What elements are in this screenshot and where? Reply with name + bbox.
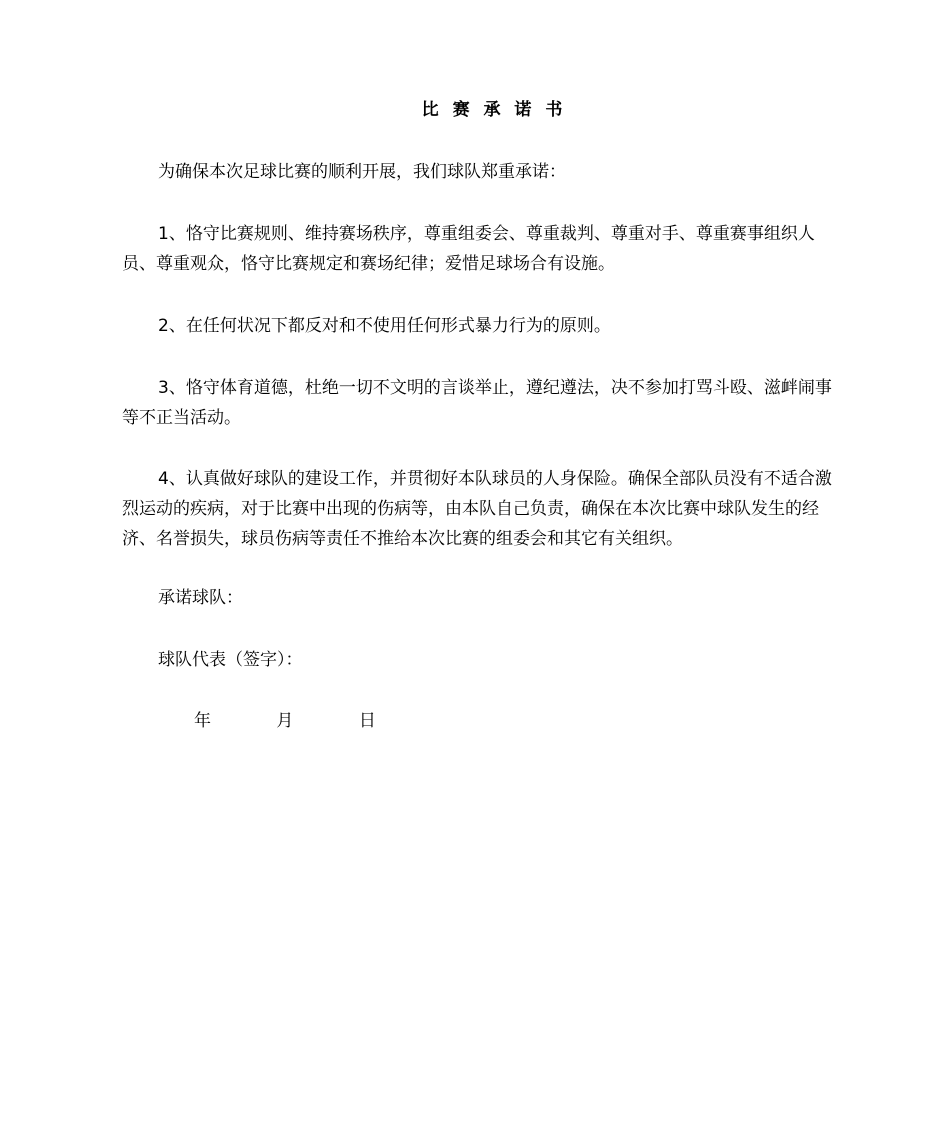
document-title: 比 赛 承 诺 书: [421, 100, 567, 120]
intro-paragraph: 为确保本次足球比赛的顺利开展，我们球队郑重承诺：: [158, 162, 566, 182]
date-line: [122, 706, 832, 736]
representative-signature-label: 球队代表（签字）：: [158, 650, 303, 670]
team-signature-label: 承诺球队：: [158, 588, 243, 608]
commitment-item-4: 4、认真做好球队的建设工作，并贯彻好本队球员的人身保险。确保全部队员没有不适合激烈运动的疾病，对于比赛中出现的伤病等，由本队自己负责，确保在本次比赛中球队发生的经济、名誉损失，球员伤病等责任不推给本次比赛的组委会和其它有关组织。: [122, 469, 832, 549]
date-year-label: 年: [194, 711, 211, 731]
date-day-label: 日: [358, 711, 376, 731]
commitment-item-2: 2、在任何状况下都反对和不使用任何形式暴力行为的原则。: [158, 316, 611, 336]
commitment-item-1: 1、恪守比赛规则、维持赛场秩序，尊重组委会、尊重裁判、尊重对手、尊重赛事组织人员、尊重观众，恪守比赛规定和赛场纪律；爱惜足球场合有设施。: [122, 224, 815, 274]
commitment-item-3: 3、恪守体育道德，杜绝一切不文明的言谈举止，遵纪遵法，决不参加打骂斗殴、滋衅闹事等不正当活动。: [122, 378, 832, 428]
date-month-label: 月: [276, 711, 294, 731]
